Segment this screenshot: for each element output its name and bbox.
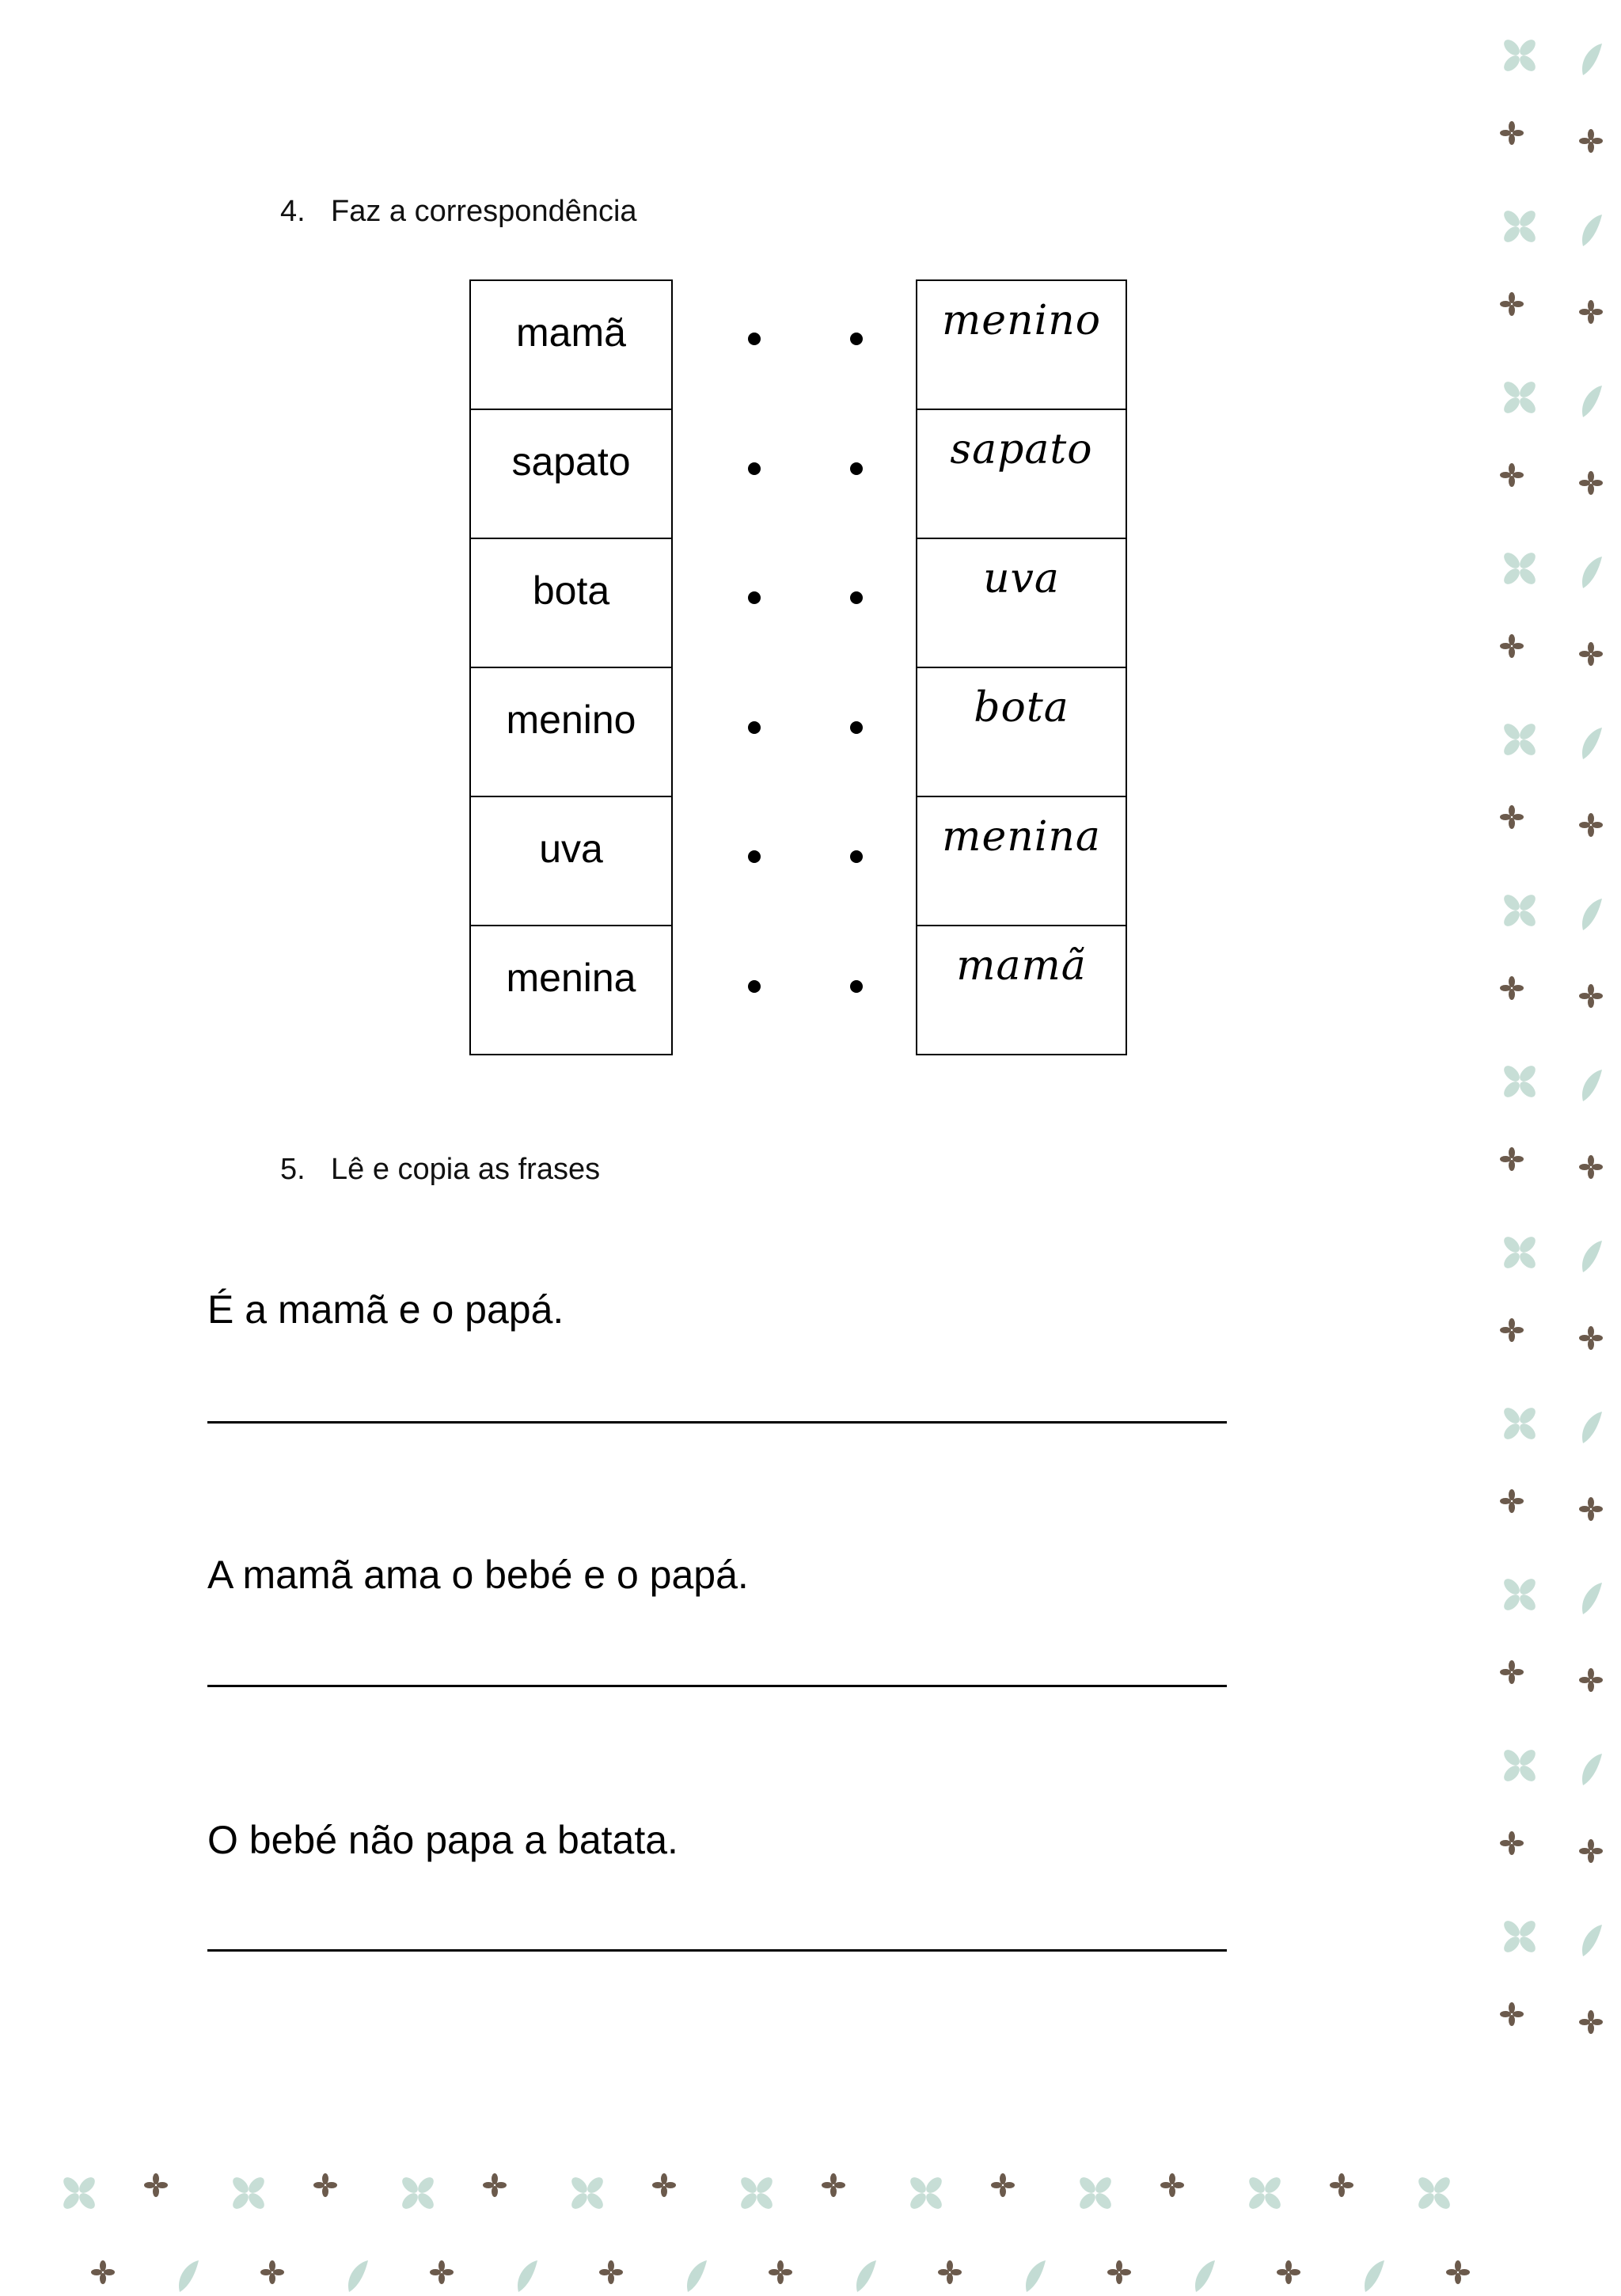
floral-motif bbox=[1575, 895, 1607, 934]
sentence-2: A mamã ama o bebé e o papá. bbox=[207, 1553, 749, 1597]
floral-motif bbox=[172, 2256, 203, 2296]
right-match-dot[interactable] bbox=[850, 462, 863, 475]
left-match-dot[interactable] bbox=[748, 980, 761, 993]
cursive-word-cell: mamã bbox=[917, 926, 1126, 1055]
right-match-dot[interactable] bbox=[850, 333, 863, 345]
floral-motif bbox=[1575, 1066, 1607, 1105]
floral-motif bbox=[595, 2256, 627, 2288]
floral-motif bbox=[1496, 459, 1528, 491]
writing-line-2[interactable] bbox=[207, 1685, 1227, 1687]
floral-motif bbox=[1575, 211, 1607, 250]
floral-motif bbox=[1575, 1322, 1607, 1354]
sentence-3: O bebé não papa a batata. bbox=[207, 1818, 678, 1862]
floral-motif bbox=[1496, 1058, 1543, 1105]
floral-motif bbox=[1496, 374, 1543, 421]
floral-motif bbox=[902, 2169, 950, 2217]
floral-motif bbox=[1496, 1314, 1528, 1346]
cursive-word-cell: menino bbox=[917, 280, 1126, 409]
left-match-dot[interactable] bbox=[748, 721, 761, 734]
left-word-cell: menina bbox=[470, 926, 672, 1055]
exercise-5-text: Lê e copia as frases bbox=[331, 1153, 601, 1186]
floral-motif bbox=[564, 2169, 611, 2217]
floral-motif bbox=[1496, 716, 1543, 763]
floral-motif bbox=[1575, 1493, 1607, 1525]
floral-motif bbox=[1575, 1151, 1607, 1183]
floral-motif bbox=[1575, 809, 1607, 841]
right-match-dot[interactable] bbox=[850, 591, 863, 604]
floral-motif bbox=[511, 2256, 542, 2296]
floral-motif bbox=[341, 2256, 373, 2296]
floral-motif bbox=[1103, 2256, 1135, 2288]
floral-motif bbox=[1496, 801, 1528, 833]
right-match-dot[interactable] bbox=[850, 980, 863, 993]
floral-motif bbox=[1410, 2169, 1458, 2217]
floral-motif bbox=[733, 2169, 780, 2217]
floral-motif bbox=[256, 2256, 288, 2288]
sentence-1: É a mamã e o papá. bbox=[207, 1287, 564, 1332]
floral-motif bbox=[1496, 972, 1528, 1004]
floral-motif bbox=[765, 2256, 796, 2288]
exercise-5-instruction bbox=[280, 1153, 600, 1187]
floral-motif bbox=[1072, 2169, 1119, 2217]
floral-motif bbox=[55, 2169, 103, 2217]
floral-motif bbox=[1575, 638, 1607, 670]
floral-motif bbox=[1575, 467, 1607, 499]
exercise-4-number: 4. bbox=[280, 195, 306, 228]
cursive-word-cell: bota bbox=[917, 667, 1126, 796]
left-match-dot[interactable] bbox=[748, 333, 761, 345]
writing-line-1[interactable] bbox=[207, 1421, 1227, 1424]
right-match-dot[interactable] bbox=[850, 850, 863, 863]
floral-motif bbox=[1575, 1579, 1607, 1618]
floral-motif bbox=[934, 2256, 966, 2288]
right-match-dot[interactable] bbox=[850, 721, 863, 734]
floral-motif bbox=[394, 2169, 442, 2217]
floral-motif bbox=[1496, 545, 1543, 592]
floral-motif bbox=[1575, 296, 1607, 328]
floral-motif bbox=[87, 2256, 119, 2288]
left-word-cell: sapato bbox=[470, 409, 672, 538]
floral-motif bbox=[140, 2169, 172, 2201]
floral-motif bbox=[1496, 1143, 1528, 1175]
floral-motif bbox=[1575, 2006, 1607, 2038]
floral-motif bbox=[426, 2256, 457, 2288]
floral-motif bbox=[1575, 553, 1607, 592]
floral-motif bbox=[1496, 1742, 1543, 1789]
floral-motif bbox=[1188, 2256, 1220, 2296]
left-word-cell: uva bbox=[470, 796, 672, 926]
left-word-cell: mamã bbox=[470, 280, 672, 409]
left-match-dot[interactable] bbox=[748, 462, 761, 475]
floral-motif bbox=[1496, 1485, 1528, 1517]
floral-motif bbox=[1575, 40, 1607, 79]
floral-motif bbox=[1496, 630, 1528, 662]
floral-motif bbox=[1496, 887, 1543, 934]
floral-motif bbox=[1575, 125, 1607, 157]
left-word-cell: bota bbox=[470, 538, 672, 667]
writing-line-3[interactable] bbox=[207, 1949, 1227, 1952]
exercise-5-number: 5. bbox=[280, 1153, 306, 1186]
floral-motif bbox=[1496, 1913, 1543, 1960]
floral-motif bbox=[1496, 203, 1543, 250]
left-word-column bbox=[469, 279, 673, 1055]
floral-motif bbox=[1496, 288, 1528, 320]
right-cursive-column bbox=[916, 279, 1127, 1055]
floral-motif bbox=[1496, 1400, 1543, 1447]
floral-motif bbox=[1019, 2256, 1050, 2296]
floral-motif bbox=[1575, 1664, 1607, 1696]
floral-motif bbox=[1575, 1237, 1607, 1276]
cursive-word-cell: sapato bbox=[917, 409, 1126, 538]
floral-motif bbox=[1575, 724, 1607, 763]
floral-motif bbox=[1496, 32, 1543, 79]
floral-motif bbox=[818, 2169, 849, 2201]
floral-motif bbox=[1496, 1571, 1543, 1618]
left-match-dot[interactable] bbox=[748, 591, 761, 604]
floral-motif bbox=[987, 2169, 1019, 2201]
floral-motif bbox=[1273, 2256, 1304, 2288]
floral-motif bbox=[1575, 1835, 1607, 1867]
exercise-4-instruction bbox=[280, 195, 637, 229]
floral-motif bbox=[1357, 2256, 1389, 2296]
floral-motif bbox=[1575, 382, 1607, 421]
floral-motif bbox=[1575, 1921, 1607, 1960]
floral-motif bbox=[225, 2169, 272, 2217]
left-match-dot[interactable] bbox=[748, 850, 761, 863]
floral-motif bbox=[648, 2169, 680, 2201]
cursive-word-cell: menina bbox=[917, 796, 1126, 926]
floral-motif bbox=[1156, 2169, 1188, 2201]
left-word-cell: menino bbox=[470, 667, 672, 796]
floral-motif bbox=[1496, 1998, 1528, 2030]
floral-motif bbox=[309, 2169, 341, 2201]
floral-motif bbox=[1241, 2169, 1289, 2217]
floral-motif bbox=[1442, 2256, 1474, 2288]
floral-motif bbox=[1496, 1656, 1528, 1688]
floral-motif bbox=[680, 2256, 712, 2296]
floral-motif bbox=[1575, 980, 1607, 1012]
floral-motif bbox=[1496, 1827, 1528, 1859]
floral-motif bbox=[1575, 1750, 1607, 1789]
exercise-4-text: Faz a correspondência bbox=[331, 195, 637, 228]
floral-motif bbox=[479, 2169, 511, 2201]
floral-motif bbox=[1575, 1408, 1607, 1447]
floral-motif bbox=[1326, 2169, 1357, 2201]
cursive-word-cell: uva bbox=[917, 538, 1126, 667]
floral-motif bbox=[849, 2256, 881, 2296]
floral-motif bbox=[1496, 1229, 1543, 1276]
floral-motif bbox=[1496, 117, 1528, 149]
